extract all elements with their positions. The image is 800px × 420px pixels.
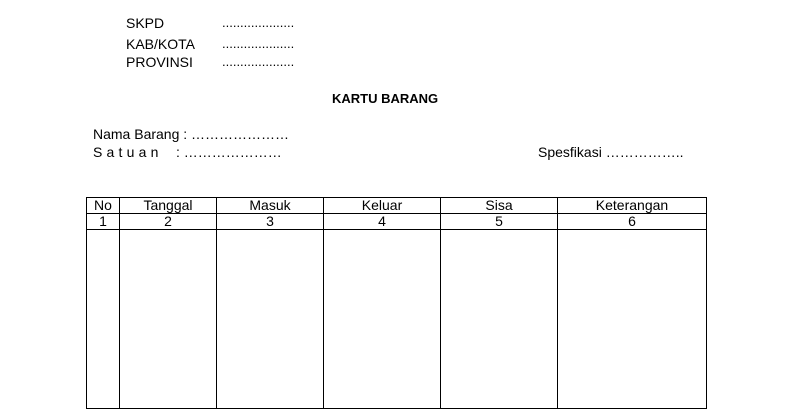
column-header-keterangan: Keterangan [558,198,707,214]
empty-cell [120,230,217,409]
empty-cell [558,230,707,409]
column-number: 2 [120,214,217,230]
provinsi-label: PROVINSI [126,54,193,70]
satuan-label: Satuan [93,144,163,160]
table-body-row [87,230,707,409]
empty-cell [217,230,324,409]
empty-cell [324,230,441,409]
table-header-row [87,198,707,214]
kartu-barang-table [86,197,707,409]
kabkota-value: .................... [222,36,295,51]
satuan-value: : ………………… [176,144,282,160]
column-header-sisa: Sisa [441,198,558,214]
column-header-keluar: Keluar [324,198,441,214]
column-number: 5 [441,214,558,230]
kabkota-label: KAB/KOTA [126,36,195,52]
empty-cell [441,230,558,409]
column-number: 4 [324,214,441,230]
column-number: 3 [217,214,324,230]
column-number-row [87,214,707,230]
column-number: 6 [558,214,707,230]
document-title: KARTU BARANG [332,91,439,106]
skpd-label: SKPD [126,15,165,31]
nama-barang-field: Nama Barang : ………………… [93,126,290,142]
provinsi-value: .................... [222,54,295,69]
spesifikasi-field: Spesfikasi …………….. [538,144,684,160]
column-header-no: No [87,198,120,214]
empty-cell [87,230,120,409]
skpd-value: .................... [222,15,295,30]
column-number: 1 [87,214,120,230]
column-header-tanggal: Tanggal [120,198,217,214]
column-header-masuk: Masuk [217,198,324,214]
